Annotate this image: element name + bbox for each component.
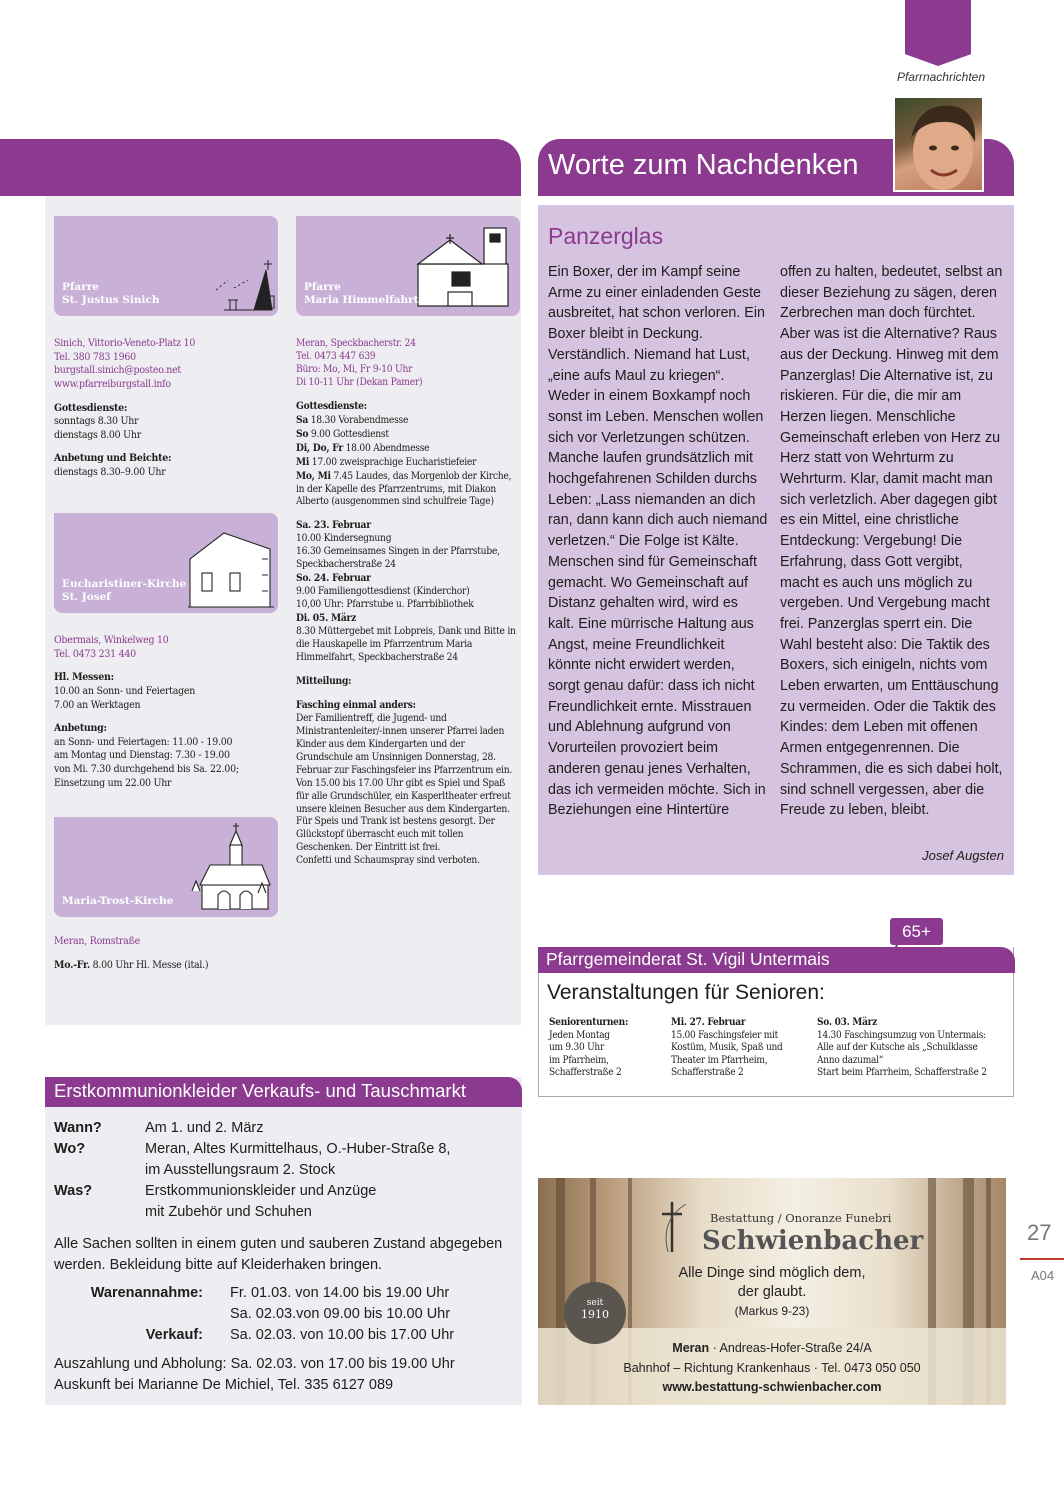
himmelfahrt-d2a: 9.00 Familiengottesdienst (Kinderchor) xyxy=(296,586,470,598)
ek-k2: Wo? xyxy=(54,1141,86,1157)
author-portrait-drawing xyxy=(895,98,984,192)
worte-panel xyxy=(538,205,1014,875)
worte-column-1: Ein Boxer, der im Kampf seine Arme zu einer einladenden Geste ausbreitet, hat schon verloren. Ein Boxer bleibt in Deckung. Verständlich. Niemand hat Lust, „eine aufs Maul zu kriegen“. Weder in einem Boxkampf noch sonst im Leben. Menschen wollen sich vor Verletzungen schützen. Manche laufen grundsätzlich mit hochgefahrenen Schilden durchs Leben: „Lass niemanden an dich ran, dann kann dich auch niemand verletzen.“ Die Folge ist Kälte. Menschen sind für Gemeinschaft gemacht. Wo Gemeinschaft auf Distanz gehalten wird, wird es kalt. Eine mürrische Haltung aus Angst, meine Freundlichkeit könnte nicht erwidert werden, sorgt genau dafür: dass ich nicht Freundlichkeit ernte. Misstrauen und Ablehnung aufgrund von Vorurteilen provoziert beim anderen genau jenes Verhalten, das ich vermeiden möchte. Sich in Beziehungen eine Hintertüre xyxy=(548,264,768,819)
church-trost-drawing xyxy=(188,821,276,913)
author-photo xyxy=(893,96,984,192)
himmelfahrt-d1a: 10.00 Kindersegnung xyxy=(296,533,392,545)
church-justus-drawing xyxy=(214,240,278,312)
himmelfahrt-m1: Der Familientreff, die Jugend- und Ministrantenleiter/-innen unserer Pfarrei laden Kinder aus dem Kindergarten und der Grundschule am Unsinnigen Donnerstag, 28. Februar zur Faschingsfeier ins Pfarrzentrum ein. Von 15.00 bis 17.00 Uhr gibt es Spiel und Spaß für alle Grundschüler, ein Kasperltheater erfreut unsere kleinen Besucher aus dem Kindergarten. xyxy=(296,712,513,815)
church-himmelfahrt-drawing xyxy=(414,220,518,312)
himmelfahrt-h2: Mitteilung: xyxy=(296,674,352,687)
himmelfahrt-g4: 17.00 zweisprachige Eucharistiefeier xyxy=(309,456,477,468)
trost-addr1: Meran, Romstraße xyxy=(54,935,140,947)
worte-author: Josef Augsten xyxy=(922,848,1004,863)
section-label: Pfarrnachrichten xyxy=(896,70,985,84)
senioren-c2c: Theater im Pfarrheim, xyxy=(671,1054,768,1066)
trost-days: Mo.-Fr. xyxy=(54,958,90,971)
senioren-c3b: Alle auf der Kutsche als „Schulklasse xyxy=(817,1042,978,1053)
ad-line2: Bahnhof – Richtung Krankenhaus · Tel. 0473 050 050 xyxy=(623,1361,921,1375)
himmelfahrt-g3: 18.00 Abendmesse xyxy=(342,442,430,454)
senioren-c1h: Seniorenturnen: xyxy=(549,1017,629,1028)
himmelfahrt-g1b: Sa xyxy=(296,413,309,426)
senioren-col-1 xyxy=(549,1017,664,1080)
senioren-c3h: So. 03. März xyxy=(817,1017,878,1028)
ad-seal-year: 1910 xyxy=(581,1308,609,1321)
himmelfahrt-g2: 9.00 Gottesdienst xyxy=(308,428,389,440)
church-card-himmelfahrt xyxy=(296,216,520,316)
justus-l2: dienstags 8.00 Uhr xyxy=(54,428,141,441)
senioren-c2b: Kostüm, Musik, Spaß und xyxy=(671,1042,783,1053)
justus-h1: Gottesdienste: xyxy=(54,401,128,414)
ek-k3: Was? xyxy=(54,1183,93,1199)
himmelfahrt-g5: 7.45 Laudes, das Morgenlob der Kirche, in der Kapelle des Pfarrzentrums, mit Diakon Alberto (ausgenommen sind schulfreie Tage) xyxy=(296,470,512,508)
senioren-c3c: Anno dazumal“ xyxy=(817,1054,884,1066)
ad-street: · Andreas-Hofer-Straße 24/A xyxy=(709,1341,872,1355)
ad-quote-1: Alle Dinge sind möglich dem, xyxy=(678,1265,866,1281)
ek-w2a: Sa. 02.03. von 10.00 bis 17.00 Uhr xyxy=(230,1327,455,1343)
justus-addr2: Tel. 380 783 1960 xyxy=(54,350,136,363)
church-justus-name2: St. Justus Sinich xyxy=(62,294,160,307)
ek-v3b: mit Zubehör und Schuhen xyxy=(145,1204,312,1220)
senioren-c2h: Mi. 27. Februar xyxy=(671,1017,746,1028)
josef-h2: Anbetung: xyxy=(54,722,107,735)
justus-addr1: Sinich, Vittorio-Veneto-Platz 10 xyxy=(54,337,196,349)
ek-v2b: im Ausstellungsraum 2. Stock xyxy=(145,1162,336,1178)
section-tab xyxy=(905,0,971,66)
justus-website[interactable]: www.pfarreiburgstall.info xyxy=(54,377,171,390)
ad-city: Meran xyxy=(672,1341,710,1355)
ad-address xyxy=(538,1341,1006,1355)
josef-l2: 7.00 an Werktagen xyxy=(54,698,141,711)
worte-column-2: offen zu halten, bedeutet, selbst an dieser Beziehung zu sägen, deren Zerbrechen man doch fürchtet. Aber was ist die Alternative? Raus aus der Deckung. Hinweg mit dem Panzerglas! Die Alternative ist, zu riskieren. Für die, die mir am Herzen liegen. Menschliche Gemeinschaft erleben von Herz zu Herz statt von Wehrturm zu Wehrturm. Klar, damit macht man sich verletzlich. Aber dagegen gibt es ein Mittel, eine christliche Entdeckung: Vergebung! Die Erfahrung, dass Gott vergibt, macht es auch uns möglich zu vergeben. Und Vergebung macht frei. Panzerglas sperrt ein. Die Wahl besteht also: Die Taktik des Boxers, sich einigeln, nichts vom Leben erwarten, um Enttäuschung zu vermeiden. Oder die Taktik des Kindes: dem Leben mit offenen Armen entgegenrennen. Die Schrammen, die es sich dabei holt, sind schnell vergessen, aber die Freude zu leben, bleibt. xyxy=(780,264,1003,819)
ad-quote-ref: (Markus 9-23) xyxy=(734,1304,810,1318)
ek-v1: Am 1. und 2. März xyxy=(145,1120,264,1136)
ek-box xyxy=(45,1077,522,1405)
himmelfahrt-m2: Für Speis und Trank ist bestens gesorgt. Der Glückstopf überrascht euch mit tollen Geschenken. Der Eintritt ist frei. xyxy=(296,816,495,854)
ad-subtitle: Bestattung / Onoranze Funebri xyxy=(710,1211,892,1225)
himmelfahrt-g2b: So xyxy=(296,427,309,440)
josef-l4: am Montag und Dienstag: 7.30 - 19.00 xyxy=(54,749,230,762)
trost-info xyxy=(54,935,278,982)
age-badge: 65+ xyxy=(890,918,943,945)
senioren-col-2 xyxy=(671,1017,811,1080)
himmelfahrt-info xyxy=(296,338,520,878)
ad-seal-seit: seit xyxy=(586,1298,604,1308)
ek-v3: Erstkommunionskleider und Anzüge xyxy=(145,1183,377,1199)
church-josef-drawing xyxy=(184,519,276,609)
senioren-c2d: Schafferstraße 2 xyxy=(671,1067,744,1078)
himmelfahrt-addr2: Tel. 0473 447 639 xyxy=(296,350,376,362)
josef-l3: an Sonn- und Feiertagen: 11.00 - 19.00 xyxy=(54,735,233,748)
himmelfahrt-g5b: Mo, Mi xyxy=(296,469,331,482)
himmelfahrt-m3: Confetti und Schaumspray sind verboten. xyxy=(296,855,480,867)
himmelfahrt-h3: Fasching einmal anders: xyxy=(296,698,416,711)
church-card-trost xyxy=(54,817,278,917)
josef-addr2: Tel. 0473 231 440 xyxy=(54,647,136,660)
justus-l3: dienstags 8.30–9.00 Uhr xyxy=(54,466,166,479)
josef-l6: Einsetzung um 22.00 Uhr xyxy=(54,776,172,789)
church-himmelfahrt-name1: Pfarre xyxy=(304,280,341,293)
justus-email[interactable]: burgstall.sinich@posteo.net xyxy=(54,364,181,377)
senioren-c1c: im Pfarrheim, xyxy=(549,1054,609,1066)
josef-h1: Hl. Messen: xyxy=(54,671,114,684)
ad-quote-2: der glaubt. xyxy=(737,1284,807,1300)
senioren-col-3 xyxy=(817,1017,1012,1080)
ek-w2: Verkauf: xyxy=(145,1327,203,1343)
senioren-c2a: 15.00 Faschingsfeier mit xyxy=(671,1029,779,1041)
church-himmelfahrt-name2: Maria Himmelfahrt xyxy=(304,294,419,307)
josef-addr1: Obermais, Winkelweg 10 xyxy=(54,634,169,646)
funeral-ad xyxy=(538,1178,1006,1405)
himmelfahrt-addr4: Di 10-11 Uhr (Dekan Pamer) xyxy=(296,376,423,388)
page-code: A04 xyxy=(1031,1268,1055,1283)
ek-k1: Wann? xyxy=(54,1120,102,1136)
page-number-rule xyxy=(1020,1258,1064,1260)
josef-l1: 10.00 an Sonn- und Feiertagen xyxy=(54,684,196,697)
worte-title: Worte zum Nachdenken xyxy=(548,149,859,181)
himmelfahrt-g1: 18.30 Vorabendmesse xyxy=(308,414,409,426)
ek-p2: Auszahlung und Abholung: Sa. 02.03. von 17.00 bis 19.00 Uhr xyxy=(54,1356,455,1372)
worte-heading: Panzerglas xyxy=(548,223,664,249)
senioren-box xyxy=(538,947,1014,1097)
himmelfahrt-d3a: 8.30 Müttergebet mit Lobpreis, Dank und Bitte in die Hauskapelle im Pfarrzentrum Maria Himmelfahrt, Speckbacherstraße 24 xyxy=(296,626,516,663)
senioren-c1d: Schafferstraße 2 xyxy=(549,1067,622,1078)
church-josef-name1: Eucharistiner-Kirche xyxy=(62,577,187,590)
justus-l1: sonntags 8.30 Uhr xyxy=(54,415,139,428)
senioren-c3d: Start beim Pfarrheim, Schafferstraße 2 xyxy=(817,1067,987,1078)
himmelfahrt-d2b: 10,00 Uhr: Pfarrstube u. Pfarrbibliothek xyxy=(296,599,474,611)
ek-v2: Meran, Altes Kurmittelhaus, O.-Huber-Straße 8, xyxy=(145,1141,451,1157)
himmelfahrt-addr1: Meran, Speckbacherstr. 24 xyxy=(296,338,416,349)
himmelfahrt-d1: Sa. 23. Februar xyxy=(296,519,371,532)
cross-icon xyxy=(656,1200,690,1254)
senioren-c3a: 14.30 Faschingsumzug von Untermais: xyxy=(817,1029,986,1041)
senioren-bar-title: Pfarrgemeinderat St. Vigil Untermais xyxy=(546,949,830,969)
justus-info xyxy=(54,337,278,490)
trost-l1: 8.00 Uhr Hl. Messe (ital.) xyxy=(89,958,209,971)
himmelfahrt-h1: Gottesdienste: xyxy=(296,399,367,412)
senioren-c1b: um 9.30 Uhr xyxy=(549,1042,604,1053)
justus-h2: Anbetung und Beichte: xyxy=(54,452,172,465)
church-josef-name2: St. Josef xyxy=(62,591,111,604)
senioren-title: Veranstaltungen für Senioren: xyxy=(547,981,825,1004)
himmelfahrt-g4b: Mi xyxy=(296,455,310,468)
church-card-justus xyxy=(54,216,278,316)
ek-w1b: Sa. 02.03.von 09.00 bis 10.00 Uhr xyxy=(230,1306,451,1322)
church-trost-name1: Maria-Trost-Kirche xyxy=(62,895,174,908)
ek-w1: Warenannahme: xyxy=(90,1285,203,1301)
josef-l5: von Mi. 7.30 durchgehend bis Sa. 22.00; xyxy=(54,763,239,776)
church-card-josef xyxy=(54,513,278,613)
josef-info xyxy=(54,634,278,800)
senioren-c1a: Jeden Montag xyxy=(549,1029,610,1041)
page-number: 27 xyxy=(1027,1220,1052,1245)
ad-seal xyxy=(564,1282,626,1344)
ek-title: Erstkommunionkleider Verkaufs- und Tauschmarkt xyxy=(54,1080,466,1101)
church-justus-name1: Pfarre xyxy=(62,280,99,293)
himmelfahrt-d3: Di. 05. März xyxy=(296,612,357,625)
ek-w1a: Fr. 01.03. von 14.00 bis 19.00 Uhr xyxy=(230,1285,450,1301)
himmelfahrt-d2: So. 24. Februar xyxy=(296,572,371,585)
left-header-bar xyxy=(0,139,521,196)
ad-website[interactable]: www.bestattung-schwienbacher.com xyxy=(662,1380,882,1394)
ad-quote xyxy=(658,1264,886,1321)
himmelfahrt-addr3: Büro: Mo, Mi, Fr 9-10 Uhr xyxy=(296,363,413,375)
himmelfahrt-g3b: Di, Do, Fr xyxy=(296,441,343,454)
ek-p3: Auskunft bei Marianne De Michiel, Tel. 335 6127 089 xyxy=(54,1377,394,1393)
ad-company-name: Schwienbacher xyxy=(702,1226,924,1256)
himmelfahrt-d1b: 16.30 Gemeinsames Singen in der Pfarrstube, Speckbacherstraße 24 xyxy=(296,546,500,571)
ek-p1: Alle Sachen sollten in einem guten und sauberen Zustand abgegeben werden. Bekleidung bitte auf Kleiderhaken bringen. xyxy=(54,1236,503,1273)
